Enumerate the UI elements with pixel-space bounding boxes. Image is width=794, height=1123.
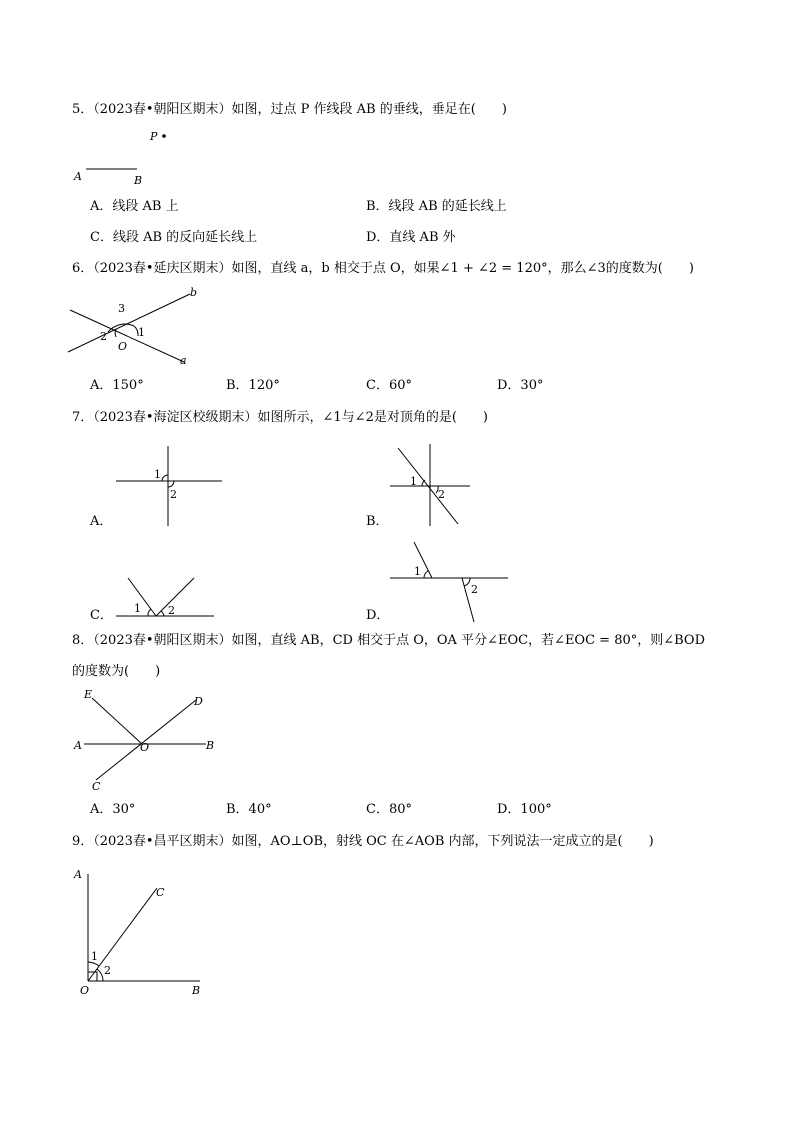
- q7-option-a[interactable]: A．: [90, 514, 113, 529]
- q8-option-d[interactable]: D．100°: [497, 802, 552, 817]
- q7-option-d[interactable]: D．: [366, 608, 390, 623]
- q5-option-c[interactable]: C．线段 AB 的反向延长线上: [90, 230, 258, 245]
- q5-point-p-label: P: [150, 130, 158, 143]
- q7d-angle-2-label: 2: [471, 583, 478, 596]
- q8-option-c[interactable]: C．80°: [366, 802, 412, 817]
- q6-option-d[interactable]: D．30°: [497, 378, 544, 393]
- q5-point-a-label: A: [74, 170, 82, 183]
- q8-ray-oe: [92, 698, 142, 744]
- q9-angle-2-label: 2: [104, 964, 111, 977]
- question-6-stem: 6．（2023春•延庆区期末）如图，直线 a，b 相交于点 O，如果∠1 + ∠2 = 120°，那么∠3的度数为( ): [72, 261, 694, 276]
- q7-option-c[interactable]: C．: [90, 608, 113, 623]
- q7-figure-d: [384, 538, 514, 628]
- q8-point-a-label: A: [74, 739, 82, 752]
- question-9-stem: 9．（2023春•昌平区期末）如图，AO⊥OB，射线 OC 在∠AOB 内部，下列说法一定成立的是( ): [72, 834, 654, 849]
- q7-figure-a: [110, 440, 230, 530]
- q7c-left-ray: [128, 578, 156, 616]
- q7d-angle-2-arc: [464, 578, 470, 586]
- q5-figure: [60, 120, 200, 190]
- q5-option-a[interactable]: A．线段 AB 上: [90, 199, 179, 214]
- q5-point-p: [162, 134, 166, 138]
- q8-point-b-label: B: [206, 739, 215, 752]
- q7c-angle-1-label: 1: [134, 602, 141, 615]
- q8-figure: [60, 686, 230, 796]
- q7c-angle-2-label: 2: [168, 604, 175, 617]
- q7d-angle-1-label: 1: [414, 565, 421, 578]
- q5-option-d[interactable]: D．直线 AB 外: [366, 230, 456, 245]
- q9-angle-1-label: 1: [91, 950, 98, 963]
- q8-line-cd: [96, 700, 196, 780]
- q5-option-b[interactable]: B．线段 AB 的延长线上: [366, 199, 507, 214]
- q6-option-a[interactable]: A．150°: [90, 378, 144, 393]
- q9-point-a-label: A: [74, 868, 82, 881]
- q9-point-c-label: C: [156, 886, 165, 899]
- q6-line-b: [68, 294, 190, 352]
- q6-angle-3-label: 3: [118, 302, 125, 315]
- q7a-angle-1-label: 1: [154, 468, 161, 481]
- q7d-angle-1-arc: [424, 571, 428, 578]
- q6-line-a: [70, 310, 184, 362]
- q7b-angle-1-arc: [422, 480, 425, 486]
- q7a-angle-2-arc: [168, 481, 174, 487]
- q6-option-c[interactable]: C．60°: [366, 378, 412, 393]
- q8-point-c-label: C: [92, 780, 101, 793]
- q6-line-a-label: a: [180, 354, 187, 367]
- q7-figure-c: [110, 572, 230, 622]
- q6-figure: [60, 282, 220, 372]
- q7c-angle-1-arc: [148, 609, 151, 616]
- q7a-angle-1-arc: [162, 475, 168, 481]
- q7c-right-ray: [156, 578, 194, 616]
- q8-point-e-label: E: [84, 688, 93, 701]
- q6-point-o-label: O: [118, 340, 128, 353]
- q9-ray-oc: [88, 888, 157, 981]
- question-8-stem-cont: 的度数为( ): [72, 664, 161, 679]
- question-7-stem: 7．（2023春•海淀区校级期末）如图所示，∠1与∠2是对顶角的是( ): [72, 410, 488, 425]
- q7b-angle-1-label: 1: [410, 475, 417, 488]
- q7b-angle-2-label: 2: [438, 488, 445, 501]
- q9-angle-2-arc: [97, 969, 103, 981]
- q7-figure-b: [384, 440, 504, 530]
- q8-option-a[interactable]: A．30°: [90, 802, 136, 817]
- q8-point-o-label: O: [140, 741, 150, 754]
- q7-option-b[interactable]: B．: [366, 514, 389, 529]
- question-5-stem: 5．（2023春•朝阳区期末）如图，过点 P 作线段 AB 的垂线，垂足在( ): [72, 102, 507, 117]
- q9-point-b-label: B: [192, 984, 201, 997]
- q9-point-o-label: O: [80, 984, 90, 997]
- q7a-angle-2-label: 2: [170, 488, 177, 501]
- q9-figure: [60, 864, 220, 1004]
- q7c-angle-2-arc: [161, 611, 164, 616]
- q8-option-b[interactable]: B．40°: [226, 802, 272, 817]
- q8-point-d-label: D: [194, 695, 203, 708]
- q6-line-b-label: b: [190, 286, 198, 299]
- q5-point-b-label: B: [134, 174, 143, 187]
- q6-angle-1-label: 1: [138, 326, 145, 339]
- q6-option-b[interactable]: B．120°: [226, 378, 280, 393]
- q6-angle-2-arc: [115, 329, 116, 337]
- question-8-stem: 8．（2023春•朝阳区期末）如图，直线 AB，CD 相交于点 O，OA 平分∠EOC，若∠EOC = 80°，则∠BOD: [72, 633, 706, 648]
- q6-angle-2-label: 2: [100, 330, 107, 343]
